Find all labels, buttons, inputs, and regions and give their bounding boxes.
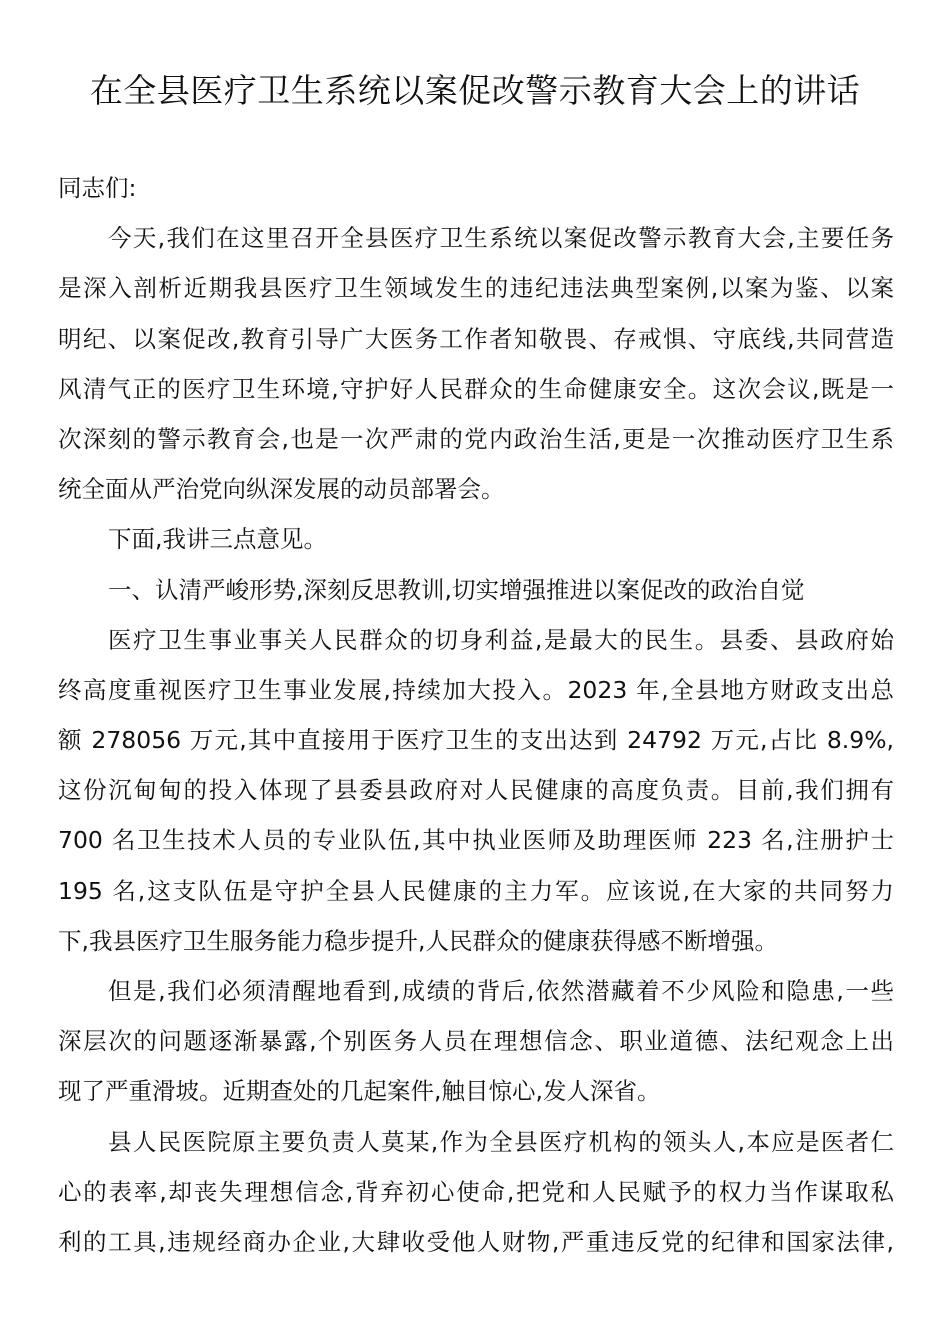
document-title: 在全县医疗卫生系统以案促改警示教育大会上的讲话 — [89, 71, 861, 110]
text-line: 700 名卫生技术人员的专业队伍,其中执业医师及助理医师 223 名,注册护士 — [58, 826, 894, 855]
text-line: 下面,我讲三点意见。 — [108, 525, 327, 554]
text-line: 但是,我们必须清醒地看到,成绩的背后,依然潜藏着不少风险和隐患,一些 — [108, 977, 894, 1005]
text-line: 统全面从严治党向纵深发展的动员部署会。 — [58, 475, 505, 504]
text-line: 今天,我们在这里召开全县医疗卫生系统以案促改警示教育大会,主要任务 — [108, 224, 894, 253]
text-line: 这份沉甸甸的投入体现了县委县政府对人民健康的高度负责。目前,我们拥有 — [58, 776, 894, 805]
text-line: 额 278056 万元,其中直接用于医疗卫生的支出达到 24792 万元,占比 8.9%, — [58, 726, 894, 755]
text-line: 下,我县医疗卫生服务能力稳步提升,人民群众的健康获得感不断增强。 — [58, 926, 778, 955]
text-line: 现了严重滑坡。近期查处的几起案件,触目惊心,发人深省。 — [58, 1077, 661, 1106]
text-line: 心的表率,却丧失理想信念,背弃初心使命,把党和人民赋予的权力当作谋取私 — [58, 1177, 894, 1206]
text-line: 次深刻的警示教育会,也是一次严肃的党内政治生活,更是一次推动医疗卫生系 — [58, 424, 894, 453]
text-line: 同志们: — [58, 174, 137, 202]
text-line: 县人民医院原主要负责人莫某,作为全县医疗机构的领头人,本应是医者仁 — [108, 1127, 894, 1156]
text-line: 一、认清严峻形势,深刻反思教训,切实增强推进以案促改的政治自觉 — [108, 575, 805, 604]
text-line: 明纪、以案促改,教育引导广大医务工作者知敬畏、存戒惧、守底线,共同营造 — [58, 324, 894, 353]
text-line: 风清气正的医疗卫生环境,守护好人民群众的生命健康安全。这次会议,既是一 — [58, 374, 894, 403]
text-line: 是深入剖析近期我县医疗卫生领域发生的违纪违法典型案例,以案为鉴、以案 — [58, 274, 894, 303]
text-line: 终高度重视医疗卫生事业发展,持续加大投入。2023 年,全县地方财政支出总 — [58, 675, 894, 704]
text-line: 医疗卫生事业事关人民群众的切身利益,是最大的民生。县委、县政府始 — [108, 625, 894, 654]
text-line: 利的工具,违规经商办企业,大肆收受他人财物,严重违反党的纪律和国家法律, — [58, 1227, 894, 1256]
text-line: 深层次的问题逐渐暴露,个别医务人员在理想信念、职业道德、法纪观念上出 — [58, 1027, 894, 1056]
document-body — [58, 163, 894, 1267]
text-line: 195 名,这支队伍是守护全县人民健康的主力军。应该说,在大家的共同努力 — [58, 876, 894, 905]
